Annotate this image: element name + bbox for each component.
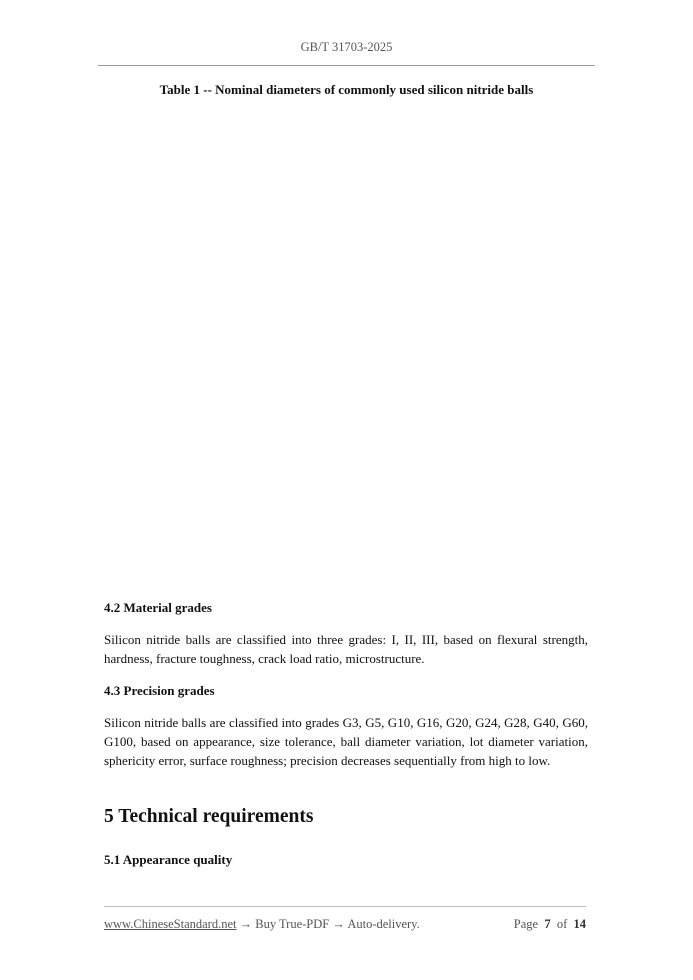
- table-caption: Table 1 -- Nominal diameters of commonly used silicon nitride balls: [159, 82, 534, 97]
- table-1-area: [104, 110, 588, 580]
- section-5-1-heading: 5.1 Appearance quality: [104, 852, 233, 867]
- site-link[interactable]: www.ChineseStandard.net: [104, 917, 237, 931]
- running-header: GB/T 31703-2025: [300, 40, 393, 54]
- section-5-heading: 5 Technical requirements: [104, 806, 314, 827]
- auto-delivery-text: Auto-delivery.: [347, 917, 420, 931]
- footer-promo: [104, 917, 420, 932]
- page-label: Page: [513, 917, 539, 931]
- arrow-right-icon: →: [239, 917, 253, 931]
- header-divider: [98, 65, 595, 66]
- section-4-2-text: Silicon nitride balls are classified into three grades: I, II, III, based on flexural strength, hardness, fracture toughness, crack load ratio, microstructure.: [104, 632, 588, 666]
- footer-divider: [104, 906, 586, 907]
- page-of-label: of: [556, 917, 568, 931]
- page-indicator: [514, 917, 586, 932]
- section-4-3-text: Silicon nitride balls are classified into grades G3, G5, G10, G16, G20, G24, G28, G40, G60, G100, based on appearance, size tolerance, ball diameter variation, lot diameter variation, sphericity error, surface roughness; precision decreases sequentially from high to low.: [104, 715, 588, 768]
- buy-true-pdf-text: Buy True-PDF: [255, 917, 330, 931]
- section-4-3-heading: 4.3 Precision grades: [104, 683, 215, 698]
- section-4-2-heading: 4.2 Material grades: [104, 600, 212, 615]
- page-current: 7: [544, 917, 551, 931]
- arrow-right-icon: →: [332, 917, 345, 931]
- page-total: 14: [573, 917, 586, 931]
